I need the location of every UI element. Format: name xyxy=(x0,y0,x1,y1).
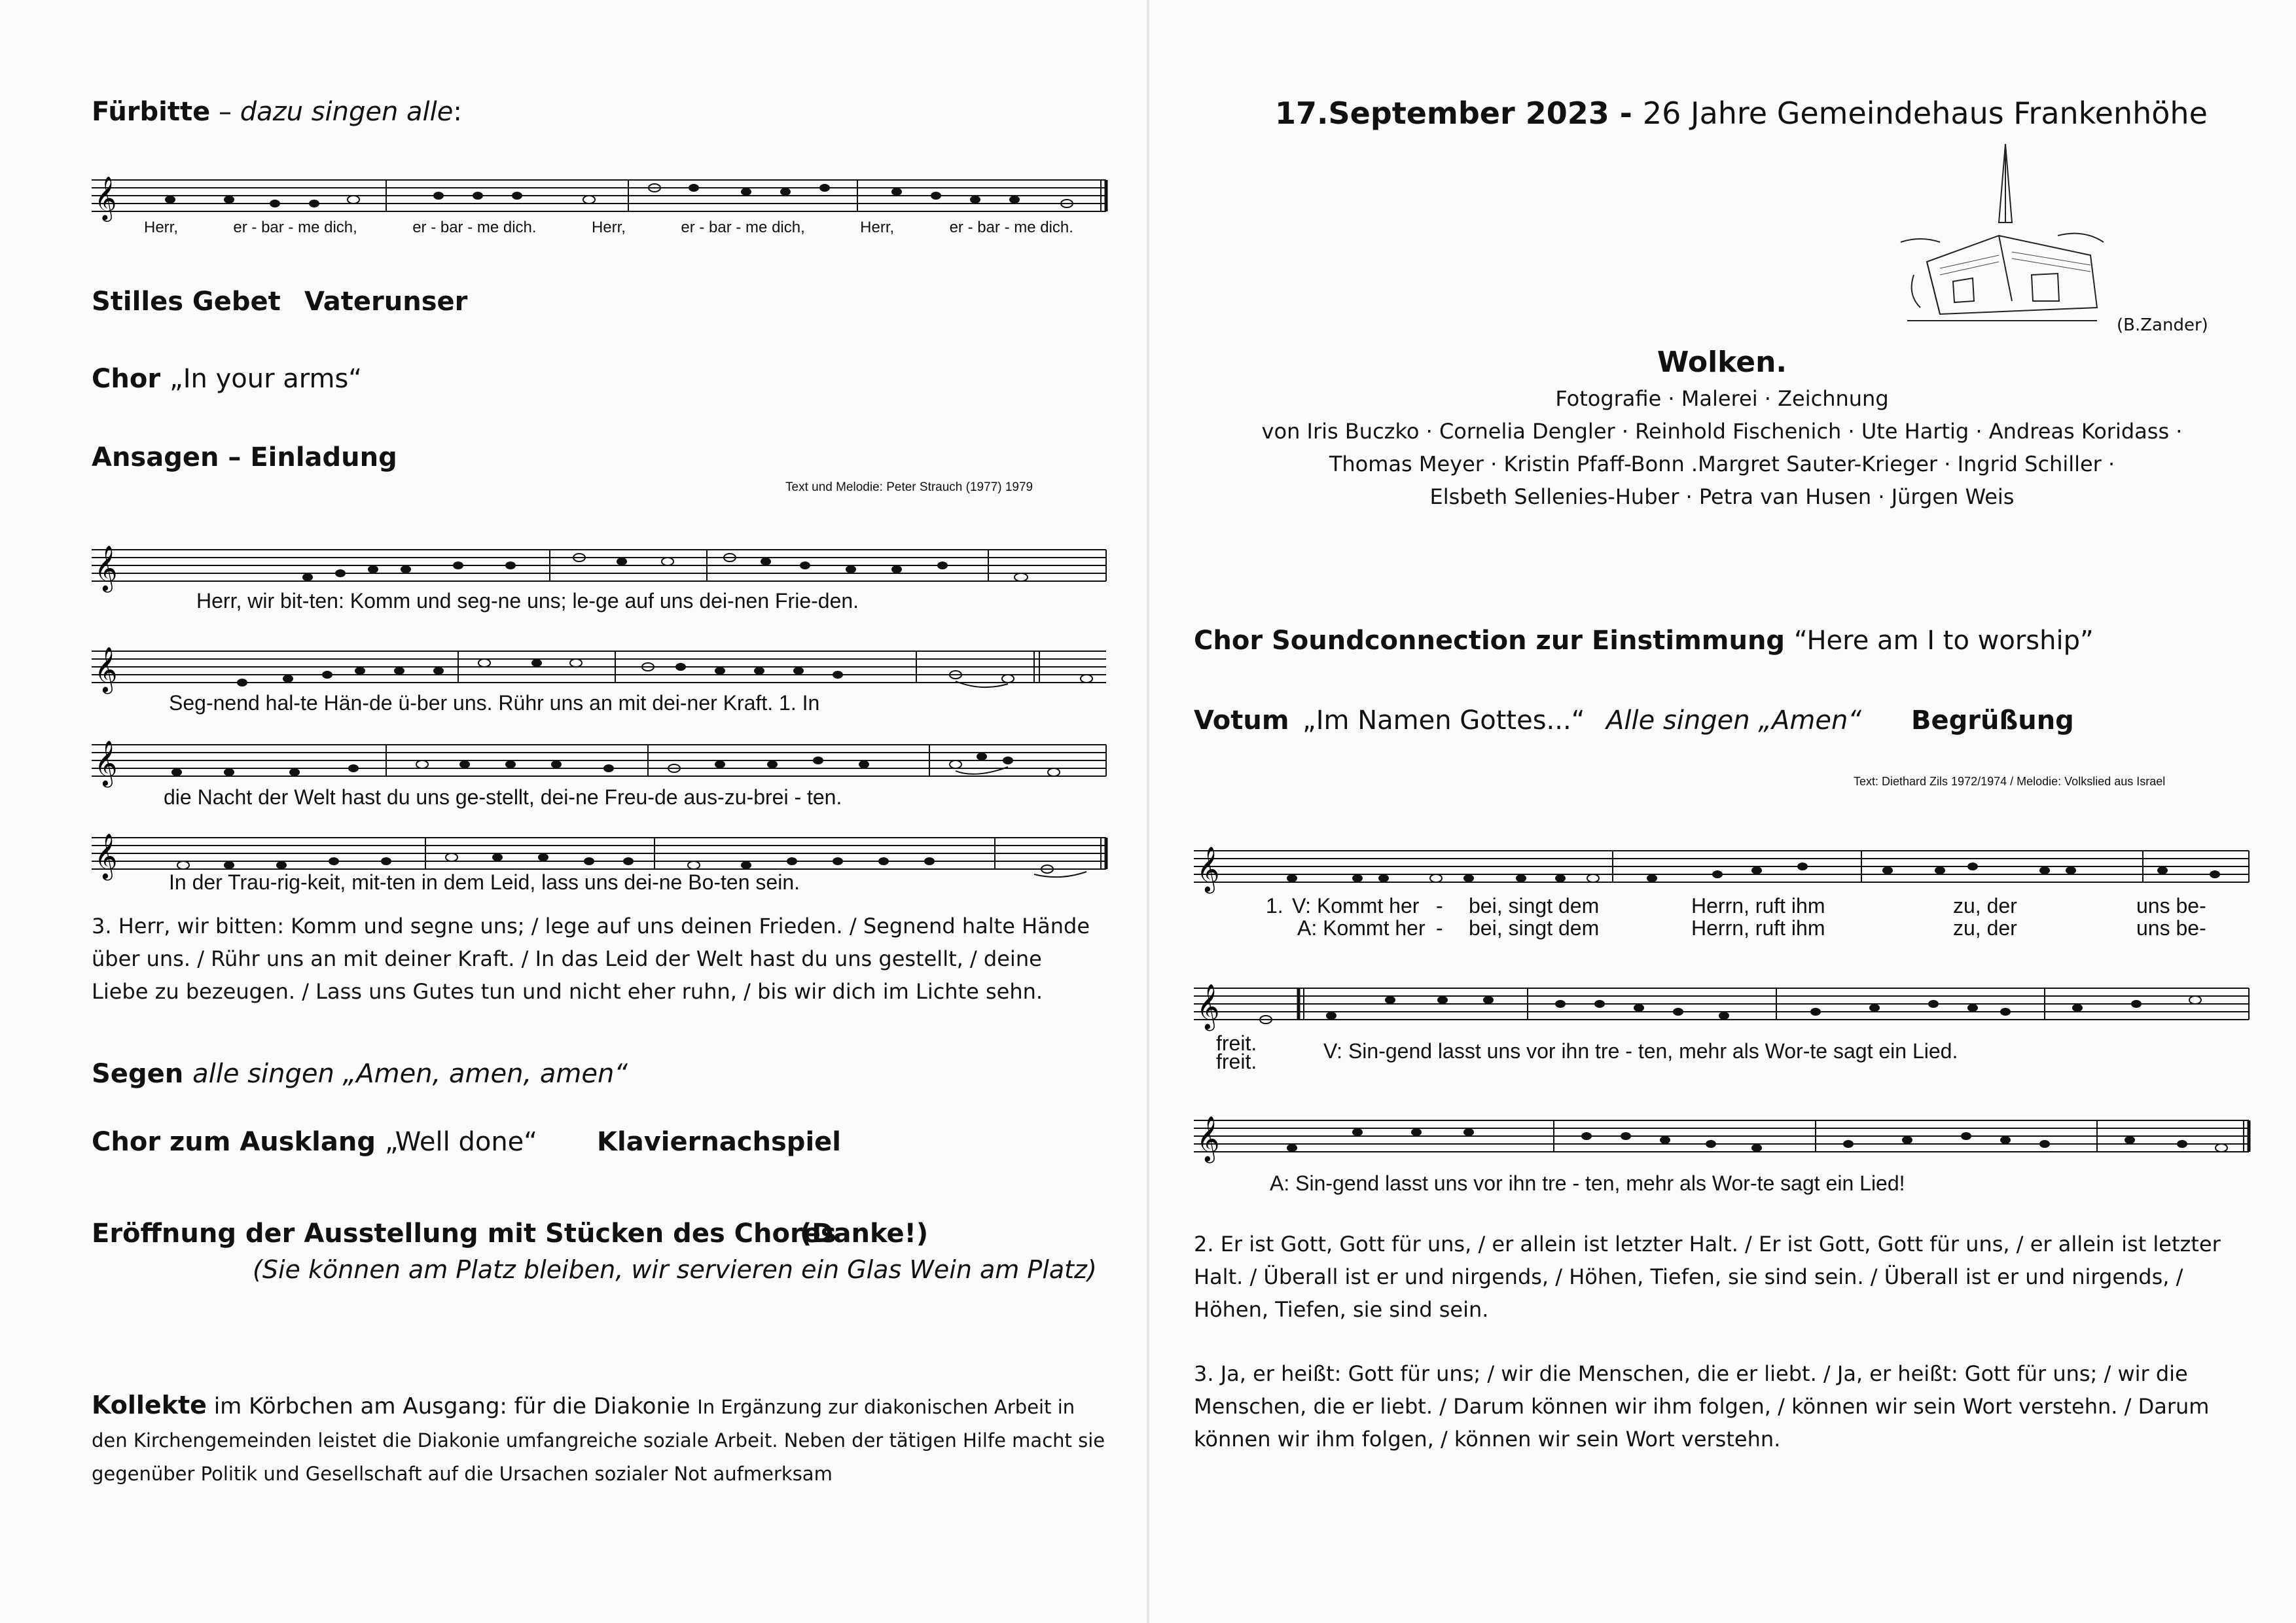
song2-freit-2: freit. xyxy=(1216,1050,1257,1073)
song1-verse3: 3. Herr, wir bitten: Komm und segne uns; / lege auf uns deinen Frieden. / Segnend halte Hände über uns. / Rühr uns an mit deiner Kraft. / In das Leid der Welt hast du uns gestellt, / deine Liebe zu bezeugen. / Lass uns Gutes tun und nicht eher ruhn, / bis wir dich im Lichte sehn. xyxy=(92,914,1090,1004)
exhibition-kinds: Fotografie · Malerei · Zeichnung xyxy=(1555,386,1889,411)
artists-line-3: Elsbeth Sellenies-Huber · Petra van Husen · Jürgen Weis xyxy=(1429,484,2015,509)
song2-credit: Text: Diethard Zils 1972/1974 / Melodie: Volkslied aus Israel xyxy=(1854,775,2166,788)
treble-clef-icon: 𝄞 xyxy=(1196,1116,1220,1162)
song1-staff-3 xyxy=(92,738,1113,784)
event-header: 17.September 2023 - 26 Jahre Gemeindehaus Frankenhöhe xyxy=(1275,96,2208,131)
song2-lyrics-2: V: Sin-gend lasst uns vor ihn tre - ten, mehr als Wor-te sagt ein Lied. xyxy=(1323,1039,1958,1063)
song2-lyrics-1: 1. V: Kommt her - bei, singt dem Herrn, ruft ihm zu, der uns be- A: Kommt her - bei, singt dem Herrn, ruft ihm zu, der uns be- xyxy=(1266,894,2206,940)
song1-credit: Text und Melodie: Peter Strauch (1977) 1979 xyxy=(785,480,1033,494)
klaviernachspiel: Klaviernachspiel xyxy=(597,1127,841,1157)
artists-line-1: von Iris Buczko · Cornelia Dengler · Reinhold Fischenich · Ute Hartig · Andreas Koridass · xyxy=(1261,419,2183,444)
song2-freit-1: freit. xyxy=(1216,1031,1257,1055)
eroeffnung-heading: Eröffnung der Ausstellung mit Stücken des Chores xyxy=(92,1219,836,1249)
treble-clef-icon: 𝄞 xyxy=(1196,984,1220,1029)
treble-clef-icon: 𝄞 xyxy=(94,833,118,879)
song1-lyrics-1: Herr, wir bit-ten: Komm und seg-ne uns; le-ge auf uns dei-nen Frie-den. xyxy=(196,589,859,613)
song1-staff-2 xyxy=(92,645,1113,690)
kollekte: Kollekte im Körbchen am Ausgang: für die Diakonie In Ergänzung zur diakonischen Arbeit in den Kirchengemeinden leistet die Diakonie umfangreiche soziale Arbeit. Neben der tätigen Hilfe macht sie gegenüber Politik und Gesellschaft auf die Ursachen sozialer Not aufmerksam xyxy=(92,1391,1105,1485)
chor-well-done: Chor zum Ausklang „Well done“ xyxy=(92,1127,538,1157)
song2-lyrics-3: A: Sin-gend lasst uns vor ihn tre - ten, mehr als Wor-te sagt ein Lied! xyxy=(1270,1171,1905,1195)
treble-clef-icon: 𝄞 xyxy=(94,175,117,220)
chor-in-your-arms: Chor „In your arms“ xyxy=(92,364,363,394)
sketch-credit: (B.Zander) xyxy=(2117,315,2208,335)
danke: (Danke!) xyxy=(800,1219,929,1249)
treble-clef-icon: 𝄞 xyxy=(94,545,118,591)
treble-clef-icon: 𝄞 xyxy=(94,740,118,786)
song1-lyrics-2: Seg-nend hal-te Hän-de ü-ber uns. Rühr uns an mit dei-ner Kraft. 1. In xyxy=(169,691,820,715)
right-page xyxy=(1148,0,2296,1623)
exhibition-title: Wolken. xyxy=(1657,346,1787,379)
segen: Segen alle singen „Amen, amen, amen“ xyxy=(92,1059,628,1089)
ansagen-heading: Ansagen – Einladung xyxy=(92,442,397,473)
chor-soundconnection: Chor Soundconnection zur Einstimmung “Here am I to worship” xyxy=(1194,626,2094,656)
song2-staff-2 xyxy=(1194,982,2254,1027)
song2-staff-1 xyxy=(1194,844,2254,890)
song2-verse2: 2. Er ist Gott, Gott für uns, / er allein ist letzter Halt. / Er ist Gott, Gott für uns, / er allein ist letzter Halt. / Überall ist er und nirgends, / Höhen, Tiefen, sie sind sein. / Überall ist er und nirgends, / Höhen, Tiefen, sie sind sein. xyxy=(1194,1232,2221,1322)
votum-amen: Alle singen „Amen“ xyxy=(1606,705,1862,736)
church-sketch-image xyxy=(1901,144,2110,340)
begruessung: Begrüßung xyxy=(1911,705,2074,736)
treble-clef-icon: 𝄞 xyxy=(1196,846,1220,892)
votum-line: Votum xyxy=(1194,705,1289,736)
vaterunser: Vaterunser xyxy=(304,287,468,317)
song2-staff-3 xyxy=(1194,1114,2254,1160)
treble-clef-icon: 𝄞 xyxy=(94,647,118,692)
song1-staff-1 xyxy=(92,543,1113,589)
votum-quote: „Im Namen Gottes...“ xyxy=(1302,705,1585,736)
eroeffnung-note: (Sie können am Platz bleiben, wir servieren ein Glas Wein am Platz) xyxy=(253,1255,1097,1284)
artists-line-2: Thomas Meyer · Kristin Pfaff-Bonn .Margret Sauter-Krieger · Ingrid Schiller · xyxy=(1329,452,2115,476)
kyrie-lyrics: Herr, er - bar - me dich, er - bar - me dich. Herr, er - bar - me dich, Herr, er - bar - me dich. xyxy=(144,219,1073,236)
fuerbitte-heading: Fürbitte – dazu singen alle: xyxy=(92,97,462,127)
song1-lyrics-3: die Nacht der Welt hast du uns ge-stellt, dei-ne Freu-de aus-zu-brei - ten. xyxy=(164,785,842,809)
song2-verse3: 3. Ja, er heißt: Gott für uns; / wir die Menschen, die er liebt. / Ja, er heißt: Gott für uns; / wir die Menschen, die er liebt. / Darum können wir ihm folgen, / können wir sein Wort verstehn. / Darum können wir ihm folgen, / können wir sein Wort verstehn. xyxy=(1194,1361,2210,1452)
stilles-gebet: Stilles Gebet xyxy=(92,287,281,317)
song1-lyrics-4: In der Trau-rig-keit, mit-ten in dem Leid, lass uns dei-ne Bo-ten sein. xyxy=(169,870,800,894)
